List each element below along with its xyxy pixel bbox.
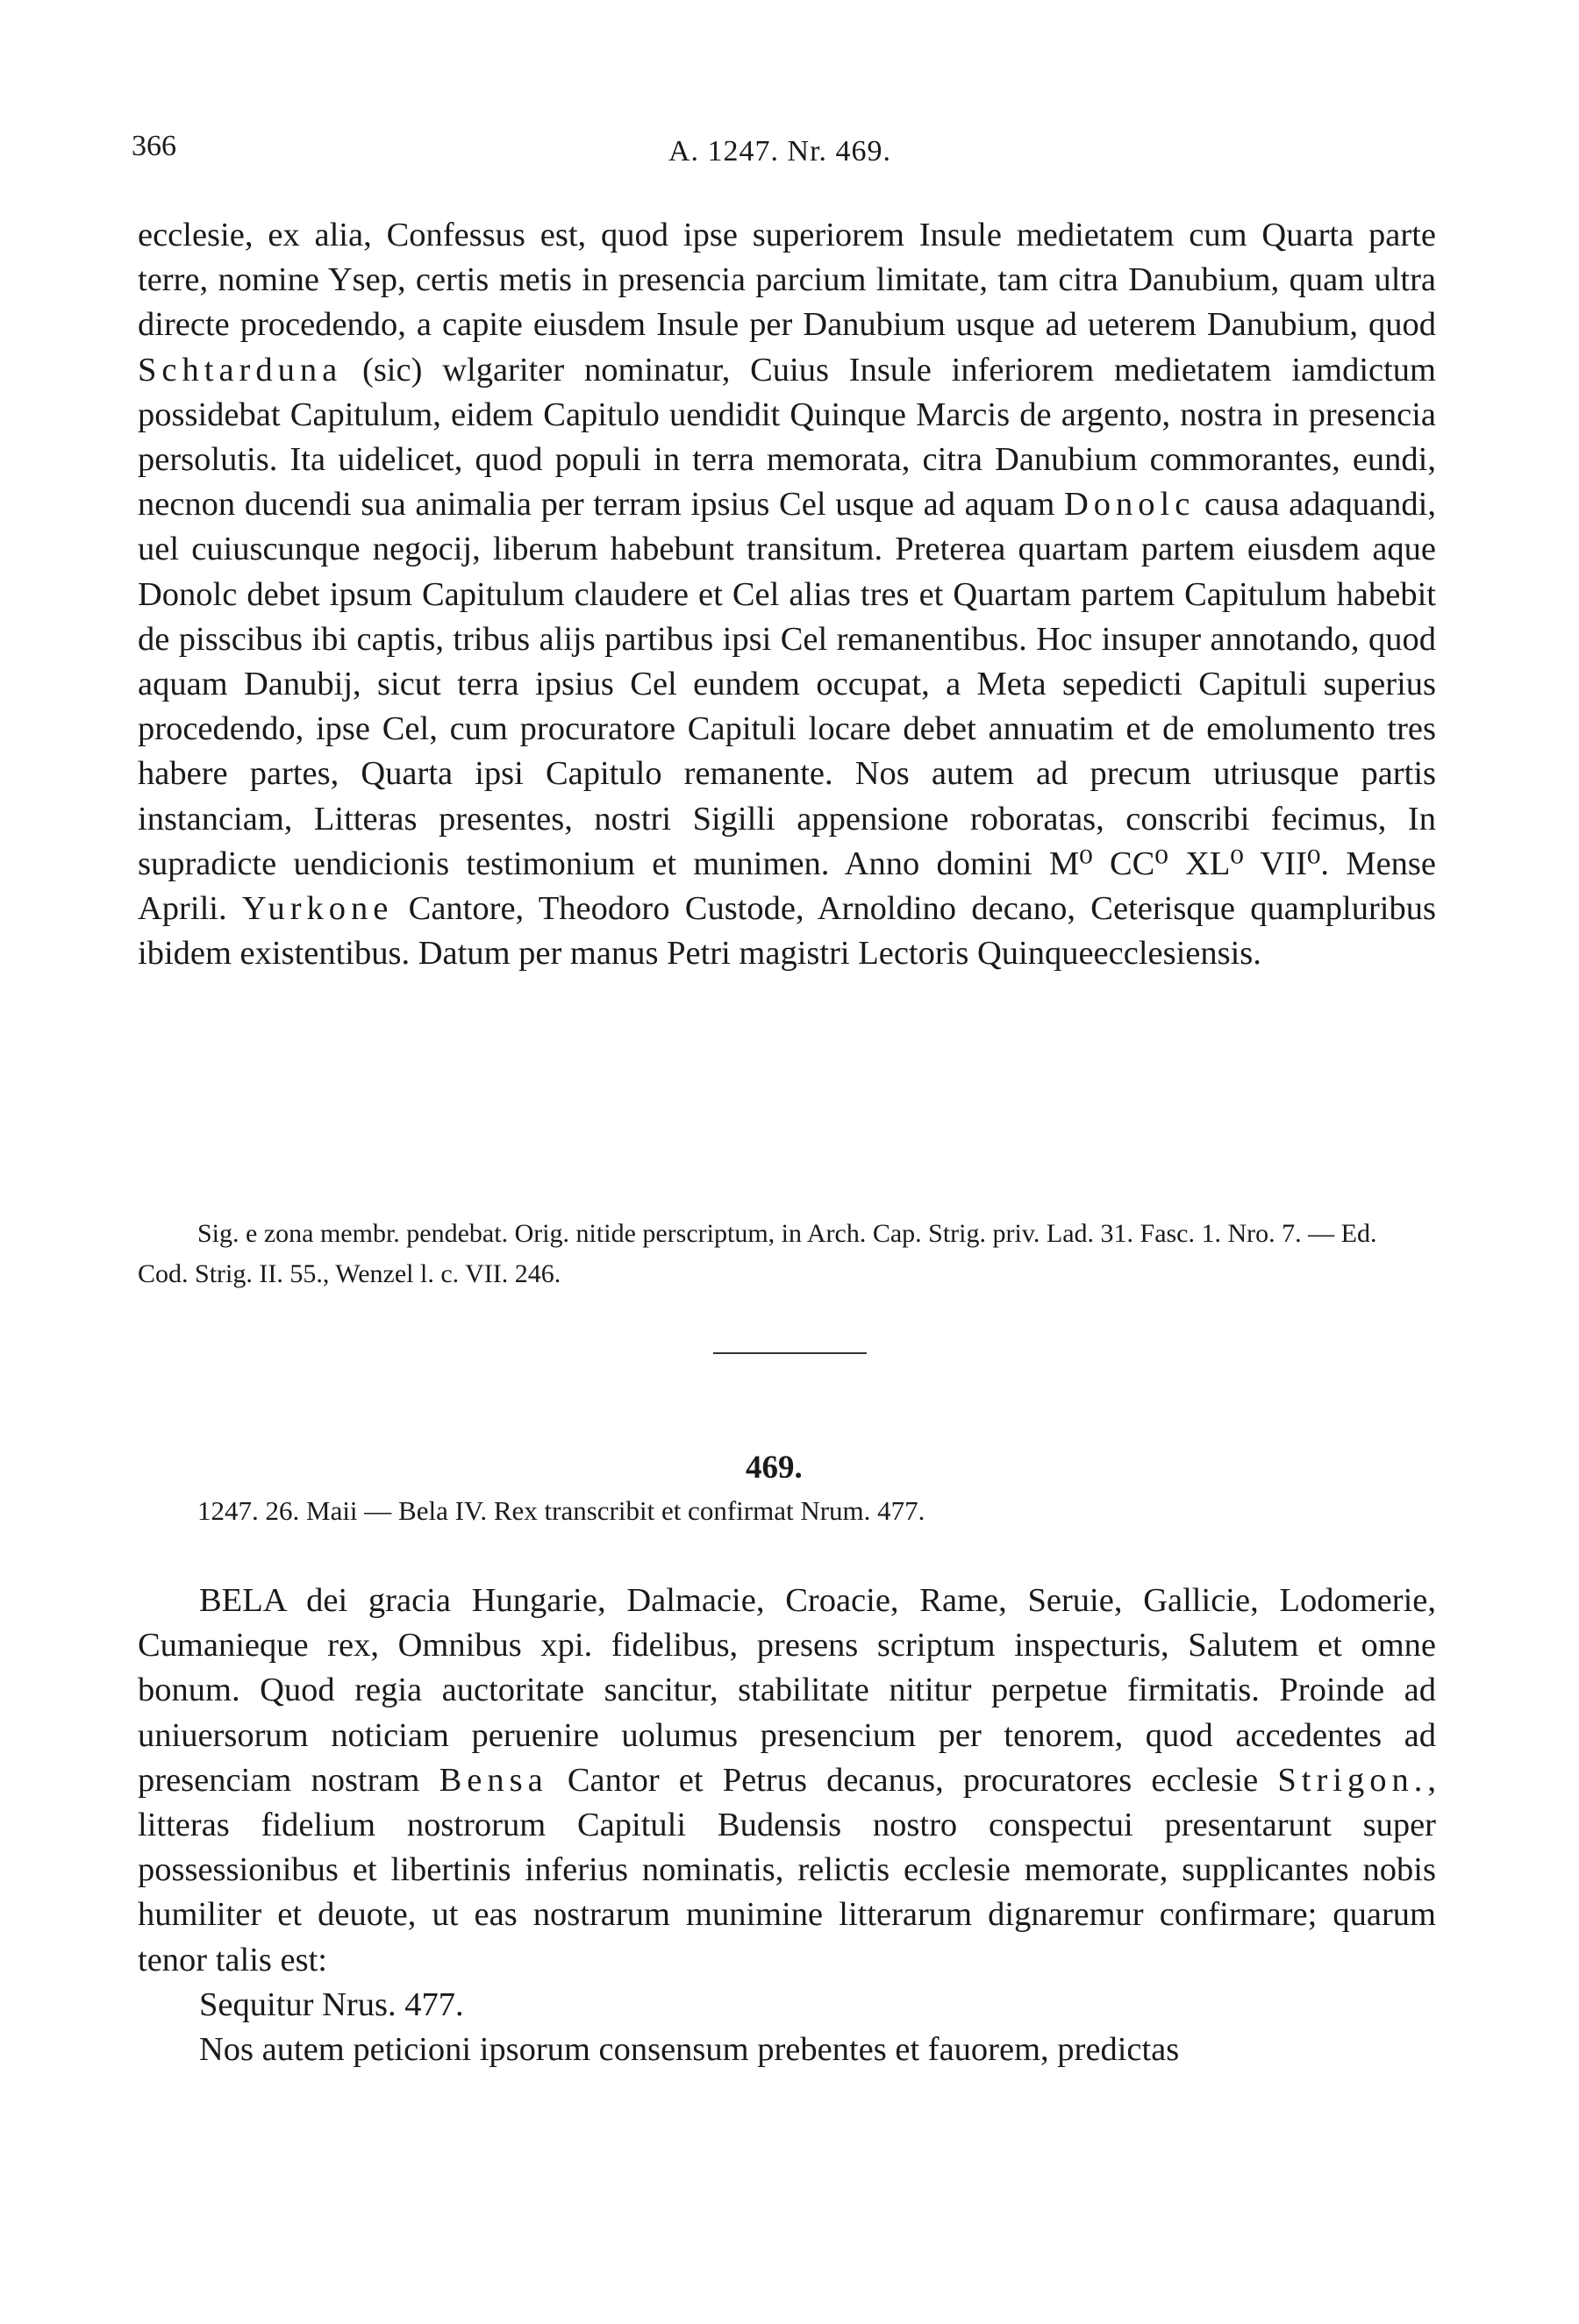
continuation-line: Nos autem peticioni ipsorum consensum prebentes et fauorem, predictas [199, 2031, 1180, 2069]
document-regest: 1247. 26. Maii — Bela IV. Rex transcribit et confirmat Nrum. 477. [197, 1495, 925, 1526]
text-segment: Cantor et Petrus decanus, procuratores ecclesie [547, 1761, 1278, 1799]
text-segment: causa adaquandi, uel cuiuscunque negocij, liberum habebunt transitum. Preterea quartam partem eiusdem aque Donolc debet ipsum Capitulum claudere et Cel alias tres et Quartam partem Capitulum habebit de pisscibus ibi captis, tribus alijs partibus ipsi Cel remanentibus. Hoc insuper annotando, quod aquam Danubij, sicut terra ipsius Cel eundem occupat, a Meta sepedicti Capituli superius procedendo, ipse Cel, cum procuratore Capituli locare debet annuatim et de emolumento tres habere partes, Quarta ipsi Capitulo remanente. Nos autem ad precum utriusque partis instanciam, Litteras presentes, nostri Sigilli appensione roboratas, conscribi fecimus, In supradicte uendicionis testimonium et munimen. Anno domini M⁰ CC⁰ XL⁰ VII⁰. Mense Aprili. [138, 486, 1436, 928]
spaced-place-name: Schtarduna [138, 351, 343, 389]
text-segment: , litteras fidelium nostrorum Capituli Budensis nostro conspectui presentarunt super possessionibus et libertinis inferius nominatis, relictis ecclesie memorate, supplicantes nobis humiliter et deuote, ut eas nostrarum munimine litterarum dignaremur confirmare; quarum tenor talis est: [138, 1761, 1436, 1978]
document-number: 469. [746, 1450, 803, 1486]
text-segment: (sic) wlgariter nominatur, Cuius Insule inferiorem medietatem iamdictum possidebat Capitulum, eidem Capitulo uendidit Quinque Marcis de argento, nostra in presencia persolutis. Ita uidelicet, quod populi in terra memorata, citra Danubium commorantes, eundi, necnon ducendi sua animalia per terram ipsius Cel usque ad aquam [138, 351, 1436, 524]
spaced-place-name: Strigon. [1277, 1761, 1428, 1799]
spaced-place-name: Donolc [1063, 486, 1196, 524]
document-paragraph [138, 1579, 1436, 1983]
previous-document-text [138, 213, 1436, 976]
previous-document-paragraph [138, 213, 1436, 976]
section-divider [713, 1352, 867, 1354]
sequitur-line: Sequitur Nrus. 477. [199, 1985, 464, 2023]
text-segment: Cantore, Theodoro Custode, Arnoldino decano, Ceterisque quampluribus ibidem existentibus. Datum per manus Petri magistri Lectoris Quinqueecclesiensis. [138, 890, 1436, 973]
spaced-person-name: Yurkone [241, 890, 394, 928]
source-note: Sig. e zona membr. pendebat. Orig. nitide perscriptum, in Arch. Cap. Strig. priv. Lad. 31. Fasc. 1. Nro. 7. — Ed. Cod. Strig. II. 55., Wenzel l. c. VII. 246. [138, 1219, 1377, 1288]
text-segment: ecclesie, ex alia, Confessus est, quod ipse superiorem Insule medietatem cum Quarta parte terre, nomine Ysep, certis metis in presencia parcium limitate, tam citra Danubium, quam ultra directe procedendo, a capite eiusdem Insule per Danubium usque ad ueterem Danubium, quod [138, 217, 1436, 344]
document-text [138, 1579, 1436, 2072]
spaced-person-name: Bensa [439, 1761, 548, 1799]
text-segment: BELA dei gracia Hungarie, Dalmacie, Croacie, Rame, Seruie, Gallicie, Lodomerie, Cumanieque rex, Omnibus xpi. fidelibus, presens scriptum inspecturis, Salutem et omne bonum. Quod regia auctoritate sancitur, stabilitate nititur perpetue firmitatis. Proinde ad uniuersorum noticiam peruenire uolumus presencium per tenorem, quod accedentes ad presenciam nostram [138, 1582, 1436, 1799]
running-head [132, 130, 1447, 174]
page-number: 366 [132, 130, 176, 162]
running-title: A. 1247. Nr. 469. [668, 135, 892, 168]
